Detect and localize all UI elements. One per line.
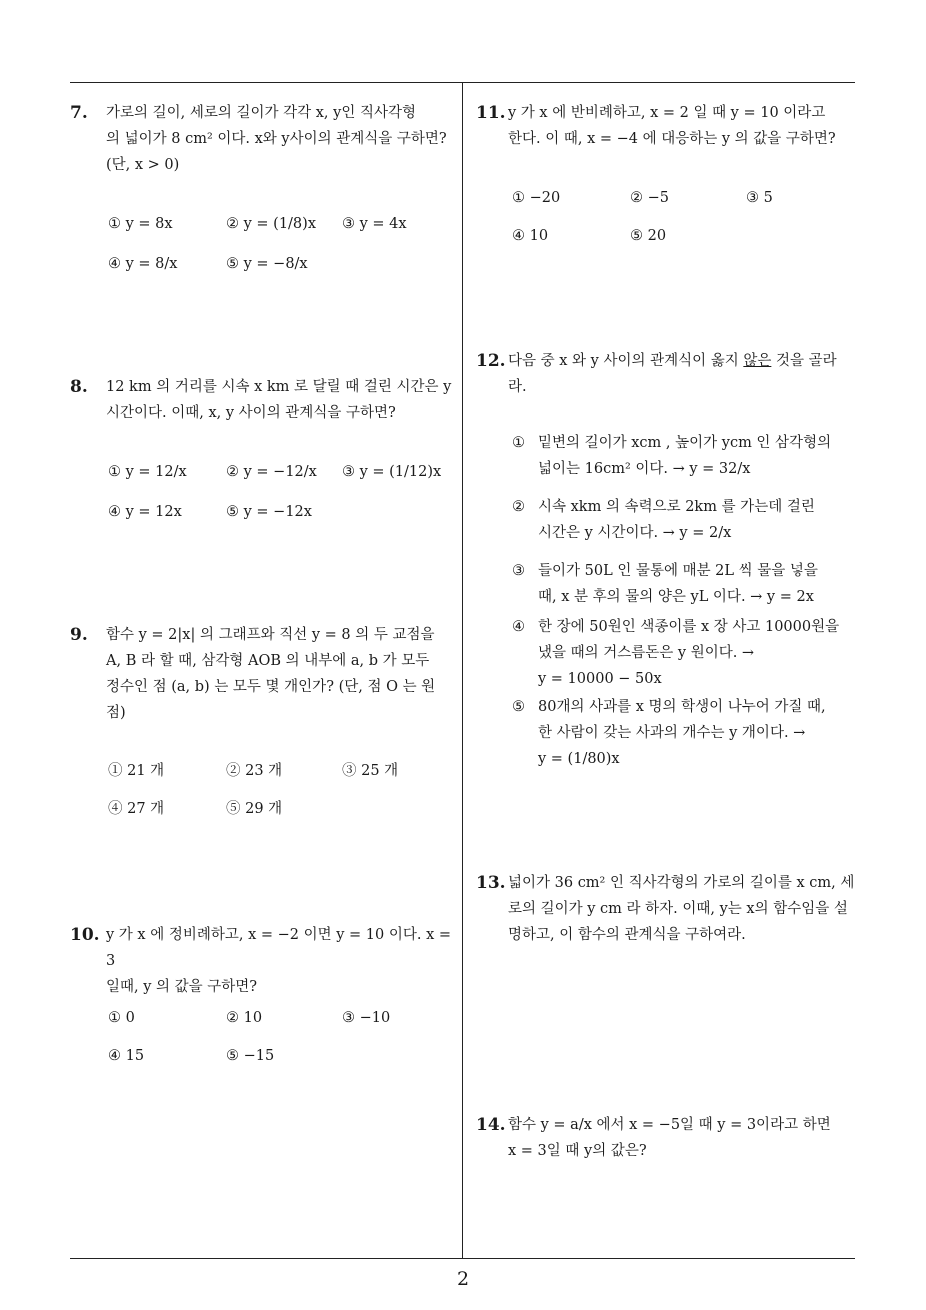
- question-7: [70, 100, 460, 180]
- option-mark: ①: [512, 435, 525, 451]
- choice[interactable]: ② y = (1/8)x: [226, 216, 316, 232]
- choice[interactable]: ① y = 12/x: [108, 464, 187, 480]
- choice[interactable]: ④ y = 12x: [108, 504, 182, 520]
- option-mark: ⑤: [512, 699, 525, 715]
- question-number: 7.: [70, 103, 88, 123]
- choice[interactable]: ① y = 8x: [108, 216, 173, 232]
- stem-part: 다음 중 x 와 y 사이의 관계식이 옳지: [508, 353, 744, 369]
- choice[interactable]: ⑤ −15: [226, 1048, 275, 1064]
- question-12: [476, 348, 860, 402]
- choices-8: [108, 460, 458, 524]
- option-text: 80개의 사과를 x 명의 학생이 나누어 가질 때, 한 사람이 갖는 사과의 개수는 y 개이다. → y = (1/80)x: [538, 699, 826, 767]
- option-1[interactable]: [512, 430, 857, 486]
- question-11: [476, 100, 860, 154]
- choice[interactable]: ② 23 개: [226, 763, 283, 779]
- question-number: 8.: [70, 377, 88, 397]
- question-stem: 12 km 의 거리를 시속 x km 로 달릴 때 걸린 시간은 y 시간이다. 이때, x, y 사이의 관계식을 구하면?: [106, 379, 452, 421]
- option-mark: ④: [512, 619, 525, 635]
- choice[interactable]: ④ y = 8/x: [108, 256, 178, 272]
- choice[interactable]: ② −5: [630, 190, 669, 206]
- choice[interactable]: ② 10: [226, 1010, 263, 1026]
- option-text: 한 장에 50원인 색종이를 x 장 사고 10000원을 냈을 때의 거스름돈은 y 원이다. → y = 10000 − 50x: [538, 619, 840, 687]
- question-number: 11.: [476, 103, 506, 123]
- question-stem: 가로의 길이, 세로의 길이가 각각 x, y인 직사각형 의 넓이가 8 cm² 이다. x와 y사이의 관계식을 구하면? (단, x > 0): [106, 105, 447, 173]
- question-stem: 함수 y = 2|x| 의 그래프와 직선 y = 8 의 두 교점을 A, B 라 할 때, 삼각형 AOB 의 내부에 a, b 가 모두 정수인 점 (a, b) 는 모두 몇 개인가? (단, 점 O 는 원 점): [106, 627, 436, 721]
- question-14: [476, 1112, 860, 1168]
- choice[interactable]: ⑤ 29 개: [226, 801, 283, 817]
- option-text: 밑변의 길이가 xcm , 높이가 ycm 인 삼각형의 넓이는 16cm² 이다. → y = 32/x: [538, 435, 832, 477]
- choice[interactable]: ④ 15: [108, 1048, 145, 1064]
- choices-9: [108, 759, 458, 823]
- option-text: 들이가 50L 인 물통에 매분 2L 씩 물을 넣을 때, x 분 후의 물의 양은 yL 이다. → y = 2x: [538, 563, 818, 605]
- question-stem: [508, 348, 860, 400]
- question-number: 10.: [70, 925, 100, 945]
- choices-10: [108, 1006, 458, 1070]
- question-stem: 함수 y = a/x 에서 x = −5일 때 y = 3이라고 하면 x = 3일 때 y의 값은?: [508, 1117, 831, 1159]
- choices-11: [512, 186, 852, 250]
- choices-7: [108, 212, 458, 282]
- choice[interactable]: ① 21 개: [108, 763, 165, 779]
- bottom-rule: [70, 1258, 855, 1259]
- option-4[interactable]: [512, 614, 857, 694]
- stem-part: 것을 골라 라.: [508, 353, 837, 395]
- choice[interactable]: ① 0: [108, 1010, 135, 1026]
- choice[interactable]: ⑤ y = −12x: [226, 504, 312, 520]
- underlined-word: 않은: [743, 353, 772, 369]
- question-stem: 넓이가 36 cm² 인 직사각형의 가로의 길이를 x cm, 세 로의 길이가 y cm 라 하자. 이때, y는 x의 함수임을 설 명하고, 이 함수의 관계식을 구하여라.: [508, 875, 855, 943]
- choice[interactable]: ④ 10: [512, 228, 549, 244]
- option-mark: ③: [512, 563, 525, 579]
- choice[interactable]: ③ −10: [342, 1010, 391, 1026]
- choice[interactable]: ⑤ 20: [630, 228, 667, 244]
- page-number: 2: [456, 1268, 470, 1290]
- option-3[interactable]: [512, 558, 857, 614]
- question-number: 12.: [476, 351, 506, 371]
- question-8: [70, 374, 460, 428]
- option-mark: ②: [512, 499, 525, 515]
- choice[interactable]: ③ 5: [746, 190, 773, 206]
- choice[interactable]: ⑤ y = −8/x: [226, 256, 308, 272]
- question-9: [70, 622, 460, 728]
- choice[interactable]: ① −20: [512, 190, 561, 206]
- column-divider: [462, 82, 463, 1258]
- choice[interactable]: ③ y = 4x: [342, 216, 407, 232]
- question-10: [70, 922, 460, 995]
- option-text: 시속 xkm 의 속력으로 2km 를 가는데 걸린 시간은 y 시간이다. → y = 2/x: [538, 499, 815, 541]
- option-5[interactable]: [512, 694, 857, 778]
- choice[interactable]: ② y = −12/x: [226, 464, 317, 480]
- choice[interactable]: ③ y = (1/12)x: [342, 464, 442, 480]
- choice[interactable]: ④ 27 개: [108, 801, 165, 817]
- option-2[interactable]: [512, 494, 857, 550]
- question-13: [476, 870, 860, 950]
- question-number: 9.: [70, 625, 88, 645]
- choice[interactable]: ③ 25 개: [342, 763, 399, 779]
- question-stem: y 가 x 에 반비례하고, x = 2 일 때 y = 10 이라고 한다. 이 때, x = −4 에 대응하는 y 의 값을 구하면?: [508, 105, 836, 147]
- question-number: 14.: [476, 1115, 506, 1135]
- question-stem: y 가 x 에 정비례하고, x = −2 이면 y = 10 이다. x = 3 일때, y 의 값을 구하면?: [106, 927, 452, 995]
- question-number: 13.: [476, 873, 506, 893]
